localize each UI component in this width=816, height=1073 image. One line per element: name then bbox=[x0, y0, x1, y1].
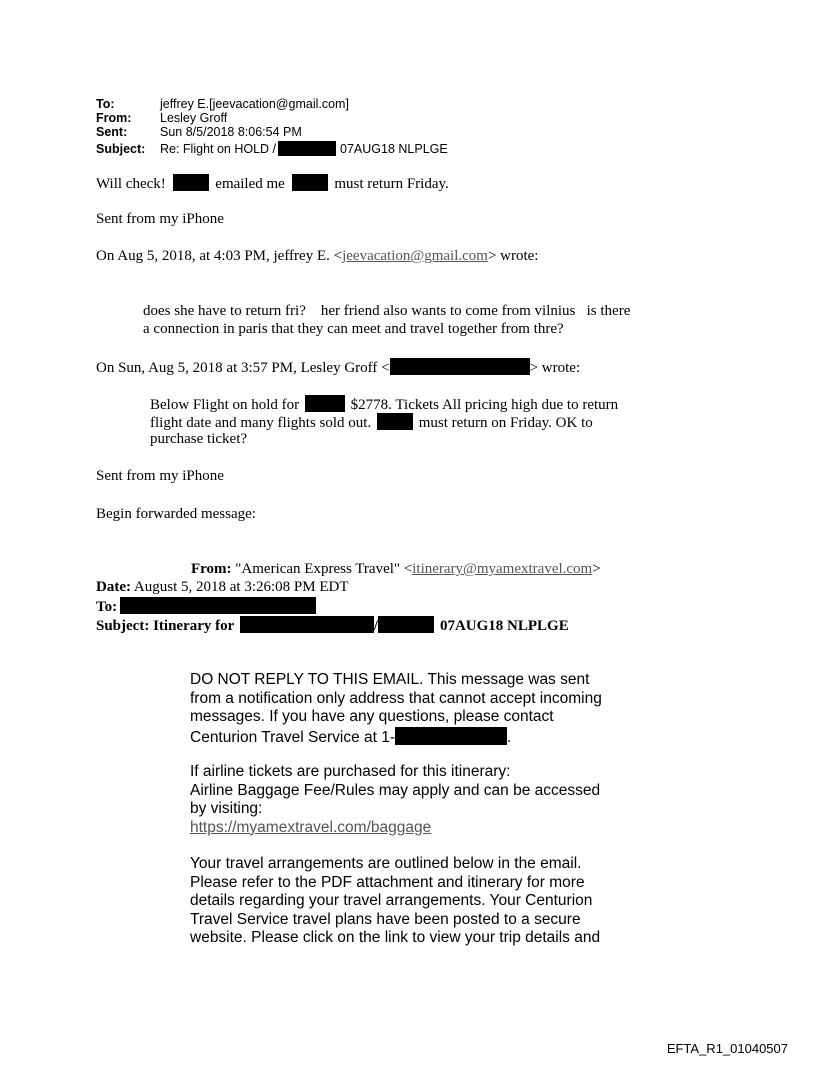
amex-p3-line5: website. Please click on the link to view your trip details and bbox=[190, 929, 601, 946]
amex-p3-line4: Travel Service travel plans have been posted to a secure bbox=[190, 910, 581, 928]
amex-p3-line2: Please refer to the PDF attachment and itinerary for more bbox=[190, 873, 585, 891]
fwd-date-row bbox=[96, 579, 349, 596]
header-sent-row bbox=[96, 126, 302, 139]
reply-part1: Will check! bbox=[96, 176, 166, 192]
quote1-intro-pre: On Aug 5, 2018, at 4:03 PM, jeffrey E. < bbox=[96, 248, 343, 264]
header-from-row bbox=[96, 112, 227, 125]
header-to-row bbox=[96, 98, 349, 111]
sent-from-iphone-2: Sent from my iPhone bbox=[96, 468, 224, 484]
redaction-box bbox=[240, 616, 374, 633]
quote1-intro bbox=[96, 248, 538, 265]
fwd-from-close: > bbox=[592, 561, 601, 577]
fwd-to-row bbox=[96, 597, 316, 616]
header-subject-label: Subject: bbox=[96, 142, 146, 156]
quote2-line2-post: must return on Friday. OK to bbox=[418, 415, 593, 431]
document-id: EFTA_R1_01040507 bbox=[666, 1041, 788, 1056]
quote2-line1-post: $2778. Tickets All pricing high due to return bbox=[350, 397, 619, 413]
quote2-line3: purchase ticket? bbox=[150, 431, 248, 447]
fwd-from-email-link[interactable]: itinerary@myamextravel.com bbox=[412, 561, 593, 577]
redaction-box bbox=[292, 174, 328, 191]
amex-p1-line1: DO NOT REPLY TO THIS EMAIL. This message was sent bbox=[190, 671, 590, 688]
quote1-email-link[interactable]: jeevacation@gmail.com bbox=[342, 248, 488, 264]
quote2-line2 bbox=[150, 413, 593, 432]
quote2-line2-pre: flight date and many flights sold out. bbox=[150, 415, 372, 431]
redaction-box bbox=[278, 141, 336, 156]
fwd-from-name: "American Express Travel" < bbox=[235, 561, 413, 577]
amex-p3-line3: details regarding your travel arrangements. Your Centurion bbox=[190, 892, 593, 909]
fwd-subject-post: 07AUG18 NLPLGE bbox=[439, 618, 569, 634]
baggage-link[interactable]: https://myamextravel.com/baggage bbox=[190, 818, 432, 836]
quote2-intro-post: > wrote: bbox=[529, 360, 581, 376]
header-from-label: From: bbox=[96, 111, 132, 125]
sent-from-iphone-1: Sent from my iPhone bbox=[96, 211, 224, 227]
quote2-intro-pre: On Sun, Aug 5, 2018 at 3:57 PM, Lesley Groff < bbox=[96, 360, 390, 376]
amex-p2-line3: by visiting: bbox=[190, 800, 263, 817]
quote1-intro-post: > wrote: bbox=[487, 248, 539, 264]
amex-p2-line2: Airline Baggage Fee/Rules may apply and can be accessed bbox=[190, 781, 601, 799]
amex-p1-line2: from a notification only address that cannot accept incoming bbox=[190, 689, 602, 707]
header-to-label: To: bbox=[96, 97, 115, 111]
quote1-line1: does she have to return fri? her friend also wants to come from vilnius is there bbox=[143, 303, 631, 319]
fwd-to-label: To: bbox=[96, 599, 118, 615]
amex-p2-line1: If airline tickets are purchased for this itinerary: bbox=[190, 763, 511, 780]
header-subject-pre: Re: Flight on HOLD / bbox=[160, 142, 277, 156]
fwd-from-label: From: bbox=[191, 561, 232, 577]
redaction-box bbox=[395, 727, 507, 745]
header-sent-label: Sent: bbox=[96, 125, 128, 139]
reply-line bbox=[96, 174, 449, 193]
fwd-subject-label: Subject: Itinerary for bbox=[96, 618, 235, 634]
begin-forwarded: Begin forwarded message: bbox=[96, 506, 256, 522]
reply-part3: must return Friday. bbox=[334, 176, 449, 192]
quote2-line1 bbox=[150, 395, 618, 414]
redaction-box bbox=[377, 413, 413, 430]
redaction-box bbox=[120, 597, 316, 614]
fwd-date-label: Date: bbox=[96, 579, 131, 595]
reply-part2: emailed me bbox=[215, 176, 285, 192]
fwd-from-row bbox=[191, 561, 601, 578]
header-sent-value: Sun 8/5/2018 8:06:54 PM bbox=[160, 125, 302, 139]
amex-p1-line3: messages. If you have any questions, please contact bbox=[190, 708, 554, 725]
amex-p1-line4-post: . bbox=[507, 728, 512, 746]
redaction-box bbox=[378, 616, 434, 633]
amex-p3-line1: Your travel arrangements are outlined below in the email. bbox=[190, 855, 582, 872]
redaction-box bbox=[173, 174, 209, 191]
fwd-date-value: August 5, 2018 at 3:26:08 PM EDT bbox=[133, 579, 349, 595]
header-subject-post: 07AUG18 NLPLGE bbox=[340, 142, 448, 156]
amex-p1-line4 bbox=[190, 727, 511, 748]
quote1-line2: a connection in paris that they can meet and travel together from thre? bbox=[143, 321, 564, 337]
fwd-subject-row bbox=[96, 616, 569, 635]
quote2-line1-pre: Below Flight on hold for bbox=[150, 397, 300, 413]
header-from-value: Lesley Groff bbox=[160, 111, 228, 125]
fwd-subject-slash: / bbox=[373, 618, 378, 634]
amex-p1-line4-pre: Centurion Travel Service at 1- bbox=[190, 728, 396, 746]
quote2-intro bbox=[96, 358, 580, 377]
redaction-box bbox=[305, 395, 345, 412]
header-subject-row bbox=[96, 141, 448, 156]
redaction-box bbox=[390, 358, 530, 375]
header-to-value: jeffrey E.[jeevacation@gmail.com] bbox=[160, 97, 349, 111]
